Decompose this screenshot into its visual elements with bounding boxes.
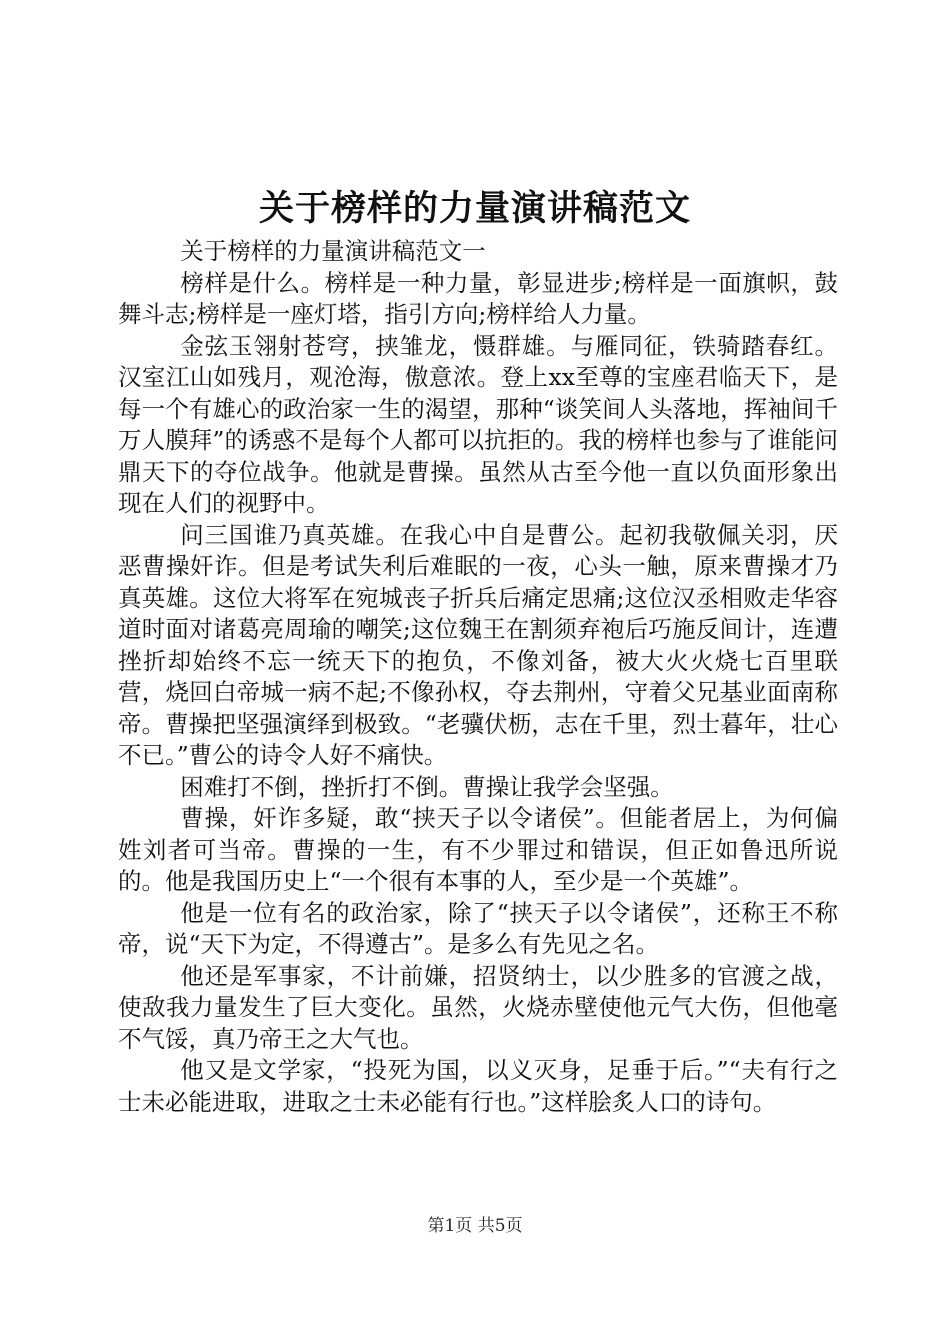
paragraph: 问三国谁乃真英雄。在我心中自是曹公。起初我敬佩关羽，厌恶曹操奸诈。但是考试失利后难眠的一夜，心头一触，原来曹操才乃真英雄。这位大将军在宛城丧子折兵后痛定思痛;这位汉丞相败走华容道时面对诸葛亮周瑜的嘲笑;这位魏王在割须弃袍后巧施反间计，连遭挫折却始终不忘一统天下的抱负，不像刘备，被大火火烧七百里联营，烧回白帝城一病不起;不像孙权，夺去荆州，守着父兄基业面南称帝。曹操把坚强演绎到极致。“老骥伏枥，志在千里，烈士暮年，壮心不已。”曹公的诗令人好不痛快。 [118, 520, 838, 769]
paragraph: 他又是文学家，“投死为国，以义灭身，足垂于后。”“夫有行之士未必能进取，进取之士未必能有行也。”这样脍炙人口的诗句。 [118, 1056, 838, 1116]
paragraph: 他还是军事家，不计前嫌，招贤纳士，以少胜多的官渡之战，使敌我力量发生了巨大变化。虽然，火烧赤壁使他元气大伤，但他毫不气馁，真乃帝王之大气也。 [118, 961, 838, 1053]
document-body [118, 236, 838, 1118]
page-number-footer: 第1页 共5页 [427, 1216, 523, 1236]
paragraph: 金弦玉翎射苍穹，挟雏龙，慑群雄。与雁同征，铁骑踏春红。汉室江山如残月，观沧海，傲意浓。登上xx至尊的宝座君临天下，是每一个有雄心的政治家一生的渴望，那种“谈笑间人头落地，挥袖间千万人膜拜”的诱惑不是每个人都可以抗拒的。我的榜样也参与了谁能问鼎天下的夺位战争。他就是曹操。虽然从古至今他一直以负面形象出现在人们的视野中。 [118, 331, 838, 517]
paragraph: 他是一位有名的政治家，除了“挟天子以令诸侯”，还称王不称帝，说“天下为定，不得遵古”。是多么有先见之名。 [118, 898, 838, 958]
document-title: 关于榜样的力量演讲稿范文 [258, 188, 691, 229]
paragraph: 榜样是什么。榜样是一种力量，彰显进步;榜样是一面旗帜，鼓舞斗志;榜样是一座灯塔，指引方向;榜样给人力量。 [118, 268, 838, 328]
paragraph: 曹操，奸诈多疑，敢“挟天子以令诸侯”。但能者居上，为何偏姓刘者可当帝。曹操的一生，有不少罪过和错误，但正如鲁迅所说的。他是我国历史上“一个很有本事的人，至少是一个英雄”。 [118, 804, 838, 895]
paragraph: 困难打不倒，挫折打不倒。曹操让我学会坚强。 [180, 772, 674, 801]
paragraph-subtitle: 关于榜样的力量演讲稿范文一 [180, 237, 486, 265]
